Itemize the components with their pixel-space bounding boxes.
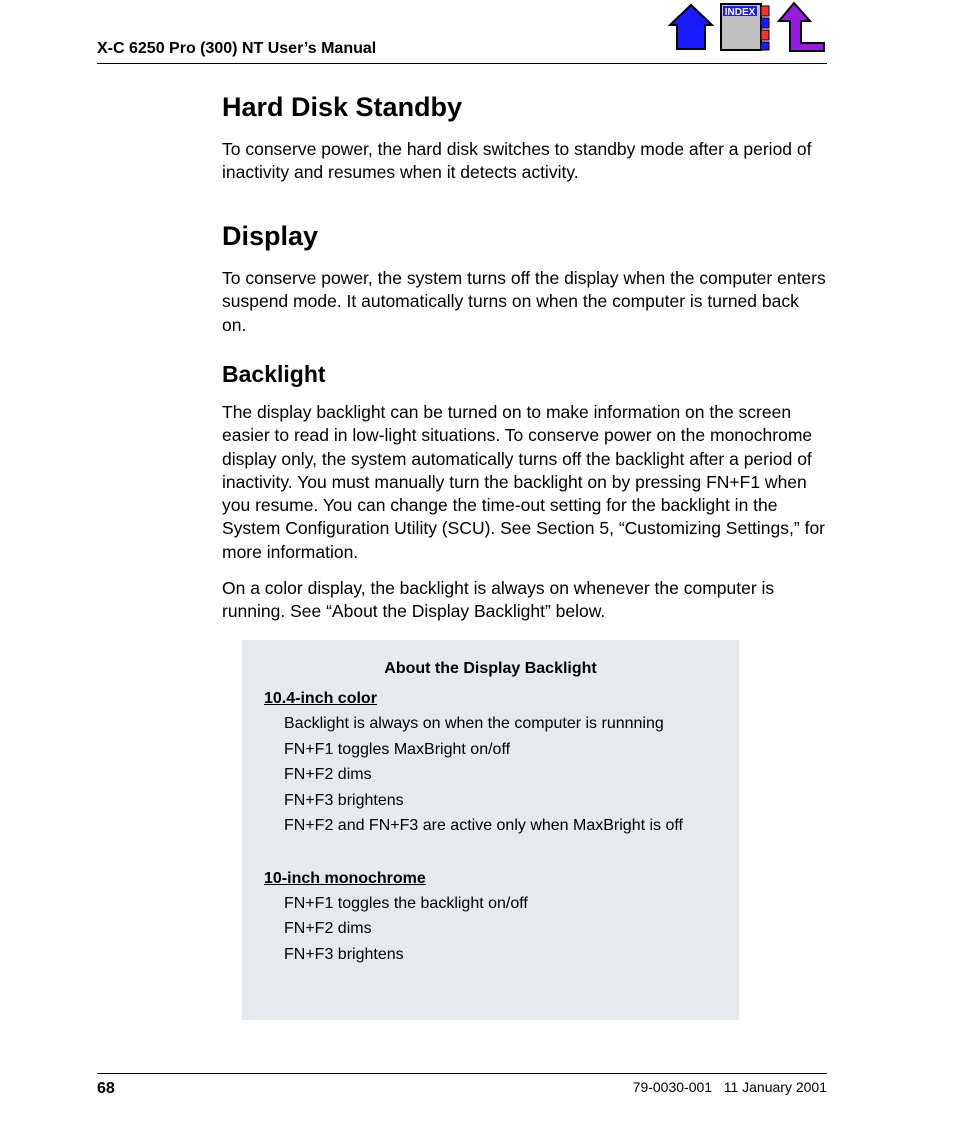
mono-heading: 10-inch monochrome: [264, 870, 426, 887]
up-arrow-icon[interactable]: [776, 1, 828, 53]
color-item: FN+F3 brightens: [284, 792, 404, 809]
box-title: About the Display Backlight: [384, 660, 597, 677]
manual-title: X-C 6250 Pro (300) NT User’s Manual: [97, 40, 377, 57]
home-icon[interactable]: [668, 3, 714, 51]
backlight-paragraph-2: On a color display, the backlight is always on whenever the computer is running. See “About the Display Backlight” below.: [222, 578, 775, 622]
doc-info: 79-0030-001 11 January 2001: [632, 1079, 827, 1095]
footer-rule: [97, 1073, 827, 1074]
color-heading: 10.4-inch color: [264, 690, 377, 707]
color-item: FN+F1 toggles MaxBright on/off: [284, 741, 511, 758]
heading-hard-disk-standby: Hard Disk Standby: [222, 92, 463, 122]
backlight-paragraph-1: The display backlight can be turned on to make information on the screen easier to read in low-light situations. To conserve power on the monochrome display only, the system automatically turns off the backlight after a period of inactivity. You must manually turn the backlight on by pressing FN+F1 when you resume. You can change the time-out setting for the backlight in the System Configuration Utility (SCU). See Section 5, “Customizing Settings,” for more information.: [222, 402, 825, 562]
mono-item: FN+F1 toggles the backlight on/off: [284, 895, 528, 912]
index-icon-label: INDEX: [724, 7, 756, 18]
index-icon[interactable]: [720, 3, 770, 53]
mono-item: FN+F2 dims: [284, 920, 372, 937]
display-paragraph: To conserve power, the system turns off the display when the computer enters suspend mode. It automatically turns on when the computer is turned back on.: [222, 268, 826, 335]
header-rule: [97, 63, 827, 64]
hard-disk-paragraph: To conserve power, the hard disk switches to standby mode after a period of inactivity and resumes when it detects activity.: [222, 139, 812, 183]
page-number: 68: [97, 1080, 115, 1097]
display-backlight-box: [242, 640, 739, 1020]
mono-item: FN+F3 brightens: [284, 946, 404, 963]
heading-backlight: Backlight: [222, 361, 326, 387]
color-item: Backlight is always on when the computer is runnning: [284, 715, 664, 732]
color-item: FN+F2 and FN+F3 are active only when MaxBright is off: [284, 817, 683, 834]
heading-display: Display: [222, 221, 319, 251]
color-item: FN+F2 dims: [284, 766, 372, 783]
